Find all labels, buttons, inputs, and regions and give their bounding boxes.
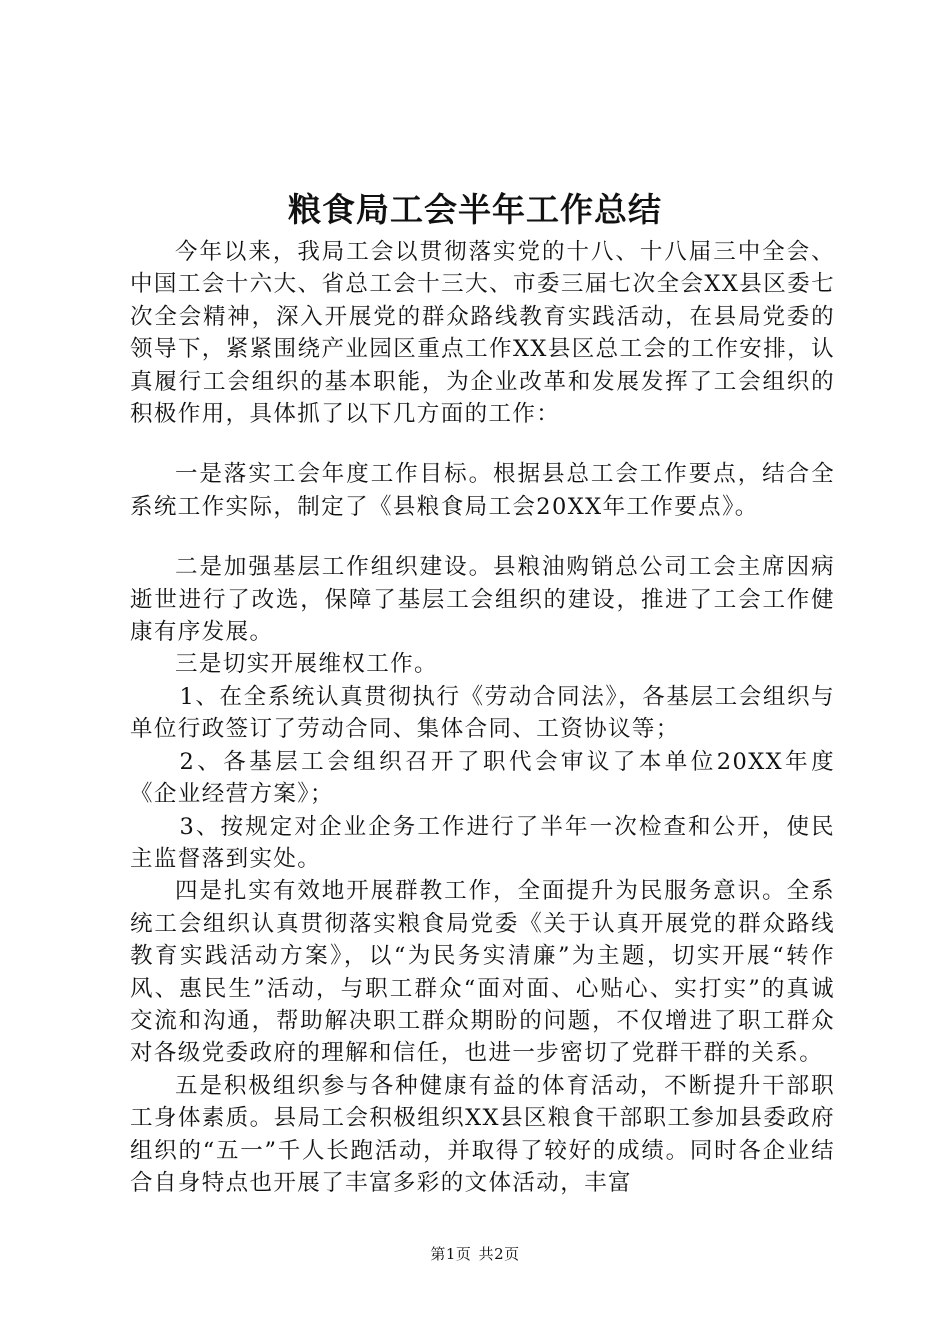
paragraph-section-four: 四是扎实有效地开展群教工作，全面提升为民服务意识。全系统工会组织认真贯彻落实粮食局党委《关于认真开展党的群众路线教育实践活动方案》，以“为民务实清廉”为主题，切实开展“转作风、惠民生”活动，与职工群众“面对面、心贴心、实打实”的真诚交流和沟通，帮助解决职工群众期盼的问题，不仅增进了职工群众对各级党委政府的理解和信任，也进一步密切了党群干群的关系。: [130, 878, 835, 1067]
page-number: 第1页: [430, 1245, 472, 1263]
page-title: 粮食局工会半年工作总结: [288, 190, 662, 229]
paragraph-section-one: 一是落实工会年度工作目标。根据县总工会工作要点，结合全系统工作实际，制定了《县粮食局工会20XX年工作要点》。: [130, 461, 835, 520]
paragraph-section-two: 二是加强基层工作组织建设。县粮油购销总公司工会主席因病逝世进行了改选，保障了基层工会组织的建设，推进了工会工作健康有序发展。: [130, 554, 835, 646]
paragraph-item-3: 3、按规定对企业企务工作进行了半年一次检查和公开，使民主监督落到实处。: [130, 813, 835, 872]
page-footer: [0, 1243, 950, 1264]
page-total: 共2页: [478, 1245, 520, 1263]
paragraph-item-1: 1、在全系统认真贯彻执行《劳动合同法》，各基层工会组织与单位行政签订了劳动合同、集体合同、工资协议等；: [130, 683, 835, 743]
paragraph-section-three: 三是切实开展维权工作。: [175, 651, 438, 678]
paragraph-intro: 今年以来，我局工会以贯彻落实党的十八、十八届三中全会、中国工会十六大、省总工会十三大、市委三届七次全会XX县区委七次全会精神，深入开展党的群众路线教育实践活动，在县局党委的领导下，紧紧围绕产业园区重点工作XX县区总工会的工作安排，认真履行工会组织的基本职能，为企业改革和发展发挥了工会组织的积极作用，具体抓了以下几方面的工作：: [130, 239, 835, 428]
document-body: [130, 236, 835, 1199]
paragraph-section-five: 五是积极组织参与各种健康有益的体育活动，不断提升干部职工身体素质。县局工会积极组织XX县区粮食干部职工参加县委政府组织的“五一”千人长跑活动，并取得了较好的成绩。同时各企业结合自身特点也开展了丰富多彩的文体活动，丰富: [130, 1072, 835, 1196]
paragraph-item-2: 2、各基层工会组织召开了职代会审议了本单位20XX年度《企业经营方案》；: [130, 748, 835, 808]
